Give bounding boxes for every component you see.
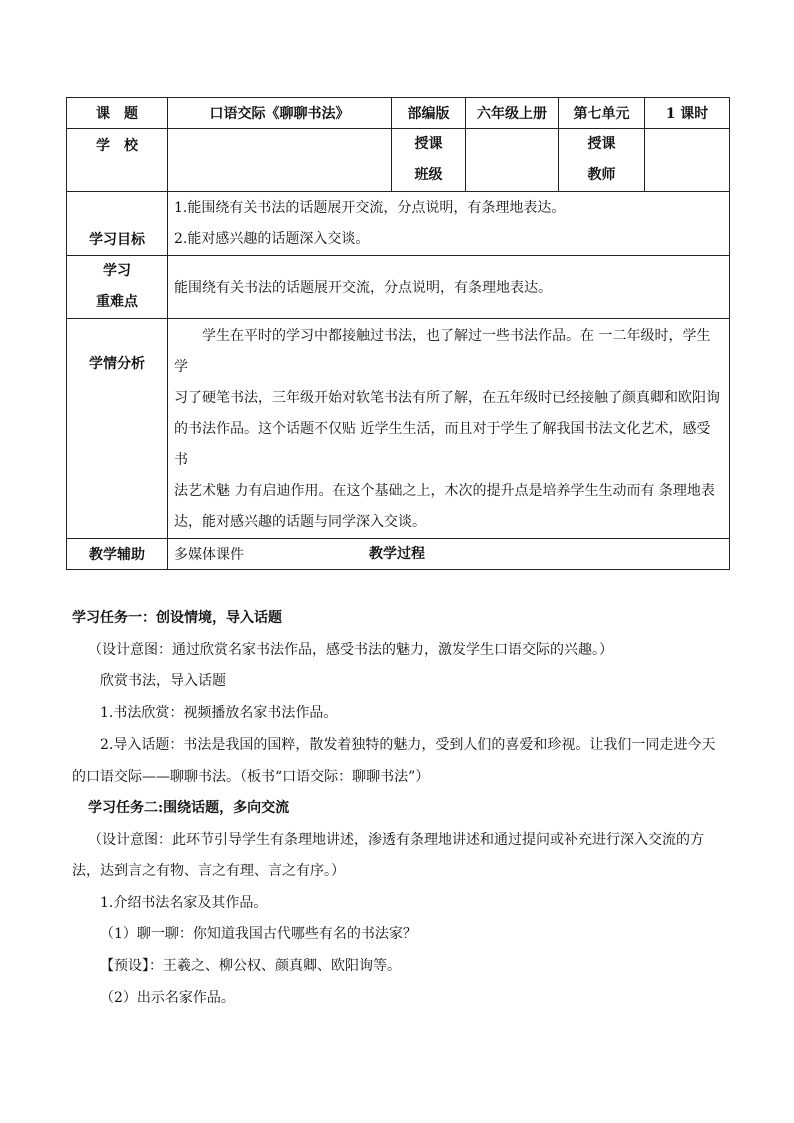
- class-label-line1: 授课: [414, 136, 443, 152]
- school-value: [168, 129, 392, 192]
- hours-cell: 1 课时: [645, 98, 730, 129]
- topic-label: 课 题: [67, 98, 168, 129]
- teacher-label-line2: 教师: [587, 167, 616, 183]
- objectives-content: [168, 192, 730, 256]
- aids-text: 多媒体课件: [168, 539, 730, 570]
- analysis-line-1: 学生在平时的学习中都接触过书法，也了解过一些书法作品。在 一二年级时，学生学: [174, 328, 711, 375]
- task2-question2: （2）出示名家作品。: [100, 990, 235, 1006]
- analysis-line-2: 习了硬笔书法，三年级开始对软笔书法有所了解，在五年级时已经接触了颜真卿和欧阳询: [174, 390, 720, 406]
- difficulty-label-cell: [67, 256, 168, 319]
- difficulty-row: [67, 256, 730, 319]
- grade-cell: 六年级上册: [466, 98, 559, 129]
- objective-item-1: 1.能围绕有关书法的话题展开交流，分点说明，有条理地表达。: [174, 199, 566, 216]
- task1-subtitle: 欣赏书法，导入话题: [100, 673, 226, 689]
- task2-intent-line1: （设计意图：此环节引导学生有条理地讲述，渗透有条理地讲述和通过提问或补充进行深入交流的方: [88, 832, 704, 848]
- teacher-value: [645, 129, 730, 192]
- school-row: [67, 129, 730, 192]
- lesson-info-table: [66, 97, 730, 570]
- difficulty-label-line2: 重难点: [96, 294, 138, 310]
- task2-step1: 1.介绍书法名家及其作品。: [100, 895, 268, 911]
- task1-step2-line2: 的口语交际——聊聊书法。（板书“口语交际：聊聊书法”）: [72, 769, 430, 785]
- task1-title: 学习任务一：创设情境，导入话题: [72, 610, 282, 626]
- task2-preset: 【预设】：王羲之、柳公权、颜真卿、欧阳询等。: [100, 958, 401, 974]
- topic-value: 口语交际《聊聊书法》: [168, 98, 392, 129]
- task1-step2-line1: 2.导入话题：书法是我国的国粹，散发着独特的魅力，受到人们的喜爱和珍视。让我们一同走进今天: [100, 737, 716, 753]
- objective-item-2: 2.能对感兴趣的话题深入交谈。: [174, 230, 370, 247]
- difficulty-text: 能围绕有关书法的话题展开交流，分点说明，有条理地表达。: [168, 256, 730, 319]
- process-title: 教学过程: [369, 546, 425, 562]
- objectives-label: 学习目标: [67, 192, 168, 256]
- task1-intent: （设计意图：通过欣赏名家书法作品，感受书法的魅力，激发学生口语交际的兴趣。）: [88, 642, 613, 658]
- header-row: [67, 98, 730, 129]
- edition-cell: 部编版: [392, 98, 466, 129]
- aids-label: 教学辅助: [67, 539, 168, 570]
- class-label-line2: 班级: [414, 167, 443, 183]
- analysis-label: 学情分析: [67, 319, 168, 539]
- task2-title: 学习任务二:围绕话题，多向交流: [88, 800, 290, 816]
- difficulty-label-line1: 学习: [103, 263, 131, 279]
- analysis-row: [67, 319, 730, 539]
- analysis-line-5: 达，能对感兴趣的话题与同学深入交谈。: [174, 514, 426, 530]
- objectives-row: [67, 192, 730, 256]
- analysis-line-3: 的书法作品。这个话题不仅贴 近学生生活，而且对于学生了解我国书法文化艺术，感受书: [174, 421, 711, 468]
- analysis-line-4: 法艺术魅 力有启迪作用。在这个基础之上，木次的提升点是培养学生生动而有 条理地表: [174, 483, 715, 499]
- task2-intent-line2: 法，达到言之有物、言之有理、言之有序。）: [72, 863, 345, 879]
- unit-cell: 第七单元: [559, 98, 645, 129]
- school-label: 学 校: [67, 129, 168, 192]
- analysis-content: [168, 319, 730, 539]
- teacher-label-cell: [559, 129, 645, 192]
- class-value: [466, 129, 559, 192]
- task2-question1: （1）聊一聊：你知道我国古代哪些有名的书法家？: [100, 926, 417, 942]
- class-label-cell: [392, 129, 466, 192]
- teacher-label-line1: 授课: [587, 136, 616, 152]
- task1-step1: 1.书法欣赏：视频播放名家书法作品。: [100, 705, 338, 721]
